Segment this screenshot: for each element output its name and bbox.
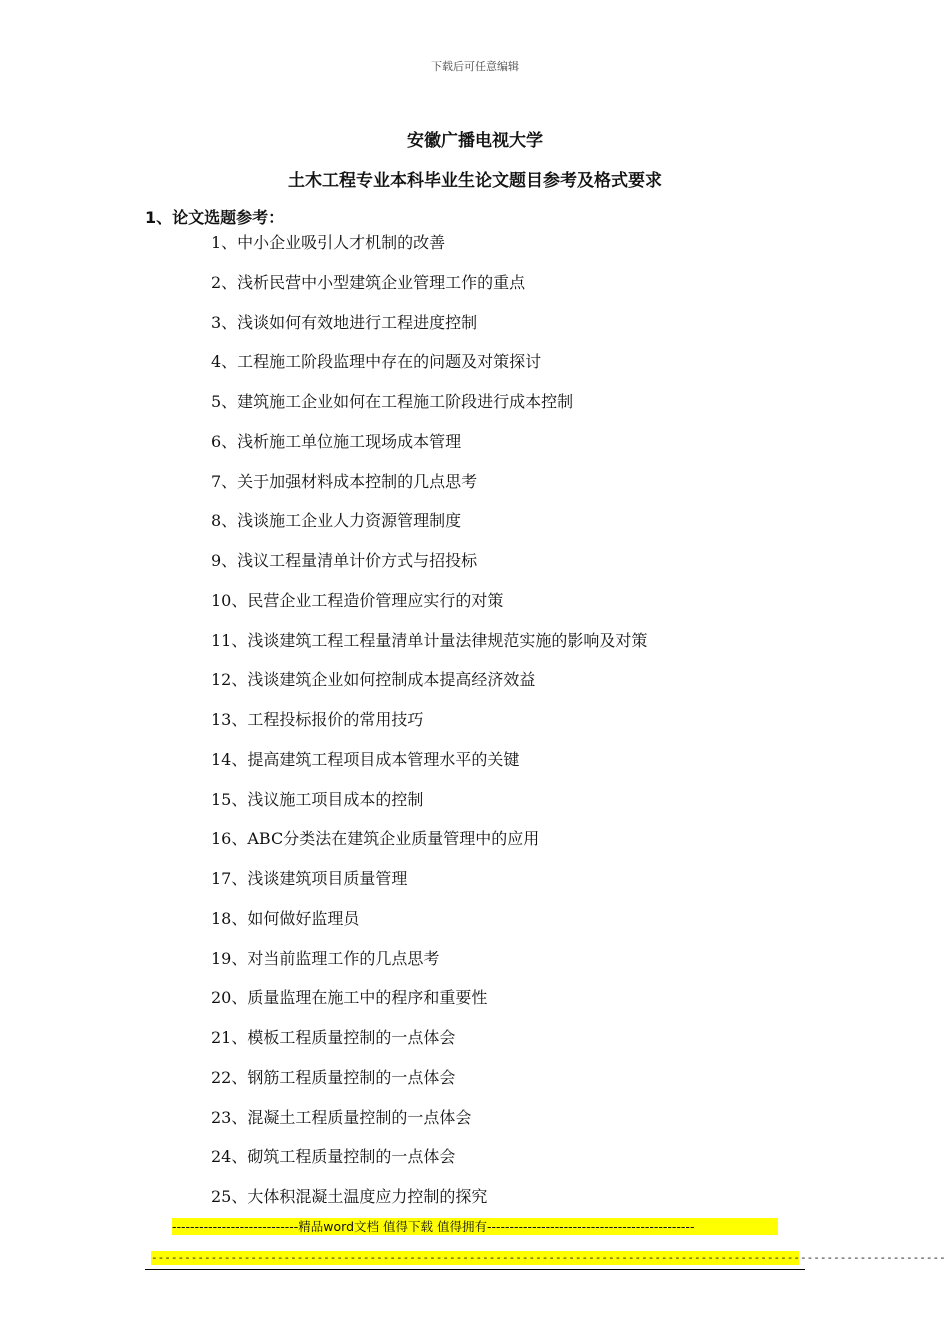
topic-item: 13、工程投标报价的常用技巧 — [211, 710, 424, 729]
topic-item: 18、如何做好监理员 — [211, 908, 360, 928]
topic-item: 7、关于加强材料成本控制的几点思考 — [211, 471, 478, 491]
header-note: 下载后可任意编辑 — [431, 60, 519, 73]
topic-item: 21、模板工程质量控制的一点体会 — [211, 1028, 456, 1047]
topic-item: 12、浅谈建筑企业如何控制成本提高经济效益 — [211, 670, 536, 690]
footer-banner: ----------------------------精品word文档 值得下载 值得拥有---------------------------------------------- — [172, 1218, 778, 1235]
topic-item: 20、质量监理在施工中的程序和重要性 — [211, 988, 488, 1008]
topic-item: 23、混凝土工程质量控制的一点体会 — [211, 1107, 472, 1127]
topic-item: 22、钢筋工程质量控制的一点体会 — [211, 1067, 456, 1087]
footer-dashes: ------------------------------------------------------------------------------------------------------------------------ — [151, 1251, 946, 1264]
section-heading: 1、论文选题参考： — [145, 208, 285, 227]
topic-list — [211, 233, 647, 1227]
topic-item: 5、建筑施工企业如何在工程施工阶段进行成本控制 — [211, 392, 574, 411]
topic-item: 25、大体积混凝土温度应力控制的探究 — [211, 1187, 488, 1206]
topic-item: 19、对当前监理工作的几点思考 — [211, 948, 440, 968]
topic-item: 9、浅议工程量清单计价方式与招投标 — [211, 551, 478, 570]
footer-rule — [145, 1269, 805, 1270]
topic-item: 11、浅谈建筑工程工程量清单计量法律规范实施的影响及对策 — [211, 630, 648, 650]
topic-item: 15、浅议施工项目成本的控制 — [211, 789, 424, 809]
topic-item: 16、ABC分类法在建筑企业质量管理中的应用 — [211, 829, 540, 849]
topic-item: 4、工程施工阶段监理中存在的问题及对策探讨 — [211, 352, 542, 372]
topic-item: 14、提高建筑工程项目成本管理水平的关键 — [211, 749, 520, 769]
topic-item: 6、浅析施工单位施工现场成本管理 — [211, 431, 462, 451]
topic-item: 17、浅谈建筑项目质量管理 — [211, 869, 408, 888]
topic-item: 10、民营企业工程造价管理应实行的对策 — [211, 590, 504, 610]
topic-item: 24、砌筑工程质量控制的一点体会 — [211, 1147, 456, 1167]
topic-item: 2、浅析民营中小型建筑企业管理工作的重点 — [211, 272, 526, 292]
document-subtitle: 土木工程专业本科毕业生论文题目参考及格式要求 — [288, 171, 662, 191]
topic-item: 3、浅谈如何有效地进行工程进度控制 — [211, 312, 478, 332]
document-title: 安徽广播电视大学 — [407, 131, 543, 151]
topic-item: 8、浅谈施工企业人力资源管理制度 — [211, 511, 462, 531]
topic-item: 1、中小企业吸引人才机制的改善 — [211, 233, 446, 252]
